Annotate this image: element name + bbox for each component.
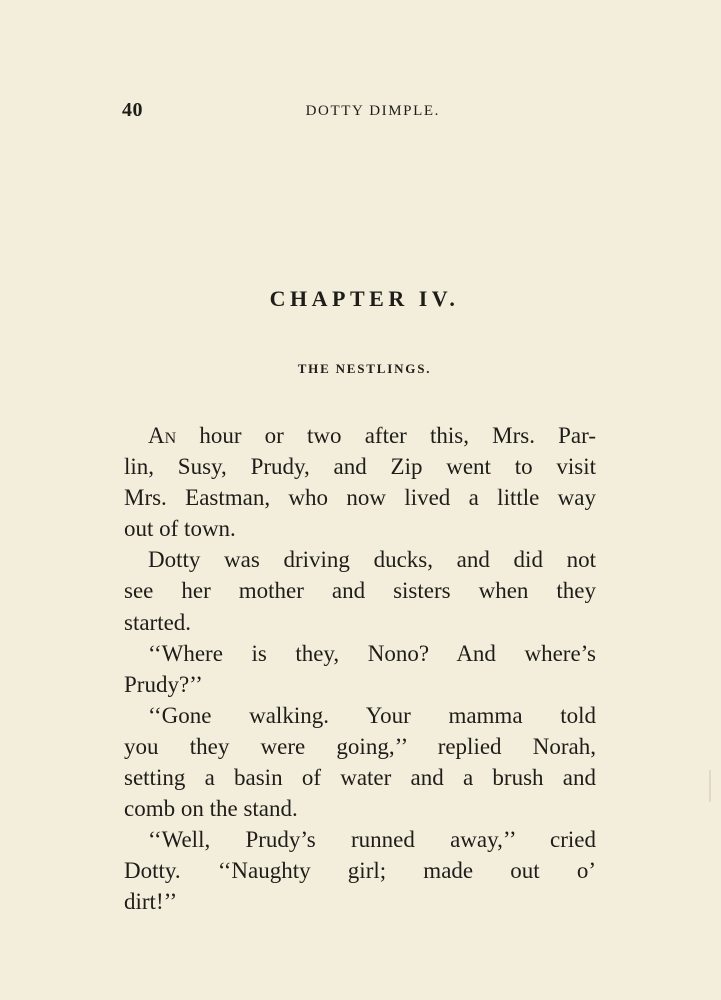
text-line: lin, Susy, Prudy, and Zip went to visit bbox=[124, 454, 596, 480]
text-line: ‘‘Gone walking. Your mamma told bbox=[148, 702, 596, 728]
text-line: Mrs. Eastman, who now lived a little way bbox=[124, 485, 596, 511]
paragraph bbox=[124, 544, 596, 637]
chapter-subtitle: THE NESTLINGS. bbox=[297, 361, 432, 376]
text-line: Dotty was driving ducks, and did not bbox=[148, 547, 596, 573]
chapter-heading: CHAPTER IV. bbox=[269, 286, 460, 311]
paragraph bbox=[124, 700, 596, 824]
text-line: dirt!’’ bbox=[124, 889, 178, 915]
paragraph bbox=[124, 824, 596, 917]
text-line: see her mother and sisters when they bbox=[124, 578, 596, 604]
text-line: setting a basin of water and a brush and bbox=[124, 765, 596, 791]
paragraph bbox=[124, 420, 596, 544]
text-line: comb on the stand. bbox=[124, 796, 298, 822]
text-line: Prudy?’’ bbox=[124, 671, 203, 697]
book-title: DOTTY DIMPLE. bbox=[305, 103, 440, 119]
drop-word: An bbox=[148, 423, 177, 448]
text-line bbox=[124, 420, 596, 451]
paragraph bbox=[124, 638, 596, 700]
body-text bbox=[124, 420, 596, 918]
text-line: Dotty. ‘‘Naughty girl; made out o’ bbox=[124, 858, 596, 884]
text-line: started. bbox=[124, 609, 192, 635]
running-head bbox=[122, 99, 440, 125]
text-line: ‘‘Where is they, Nono? And where’s bbox=[148, 640, 596, 666]
line-text: hour or two after this, Mrs. Par- bbox=[176, 423, 596, 448]
paper-mark bbox=[709, 770, 711, 802]
text-line: ‘‘Well, Prudy’s runned away,’’ cried bbox=[148, 827, 596, 853]
text-line: you they were going,’’ replied Norah, bbox=[124, 733, 596, 759]
text-line: out of town. bbox=[124, 516, 236, 542]
page-number: 40 bbox=[122, 99, 143, 121]
